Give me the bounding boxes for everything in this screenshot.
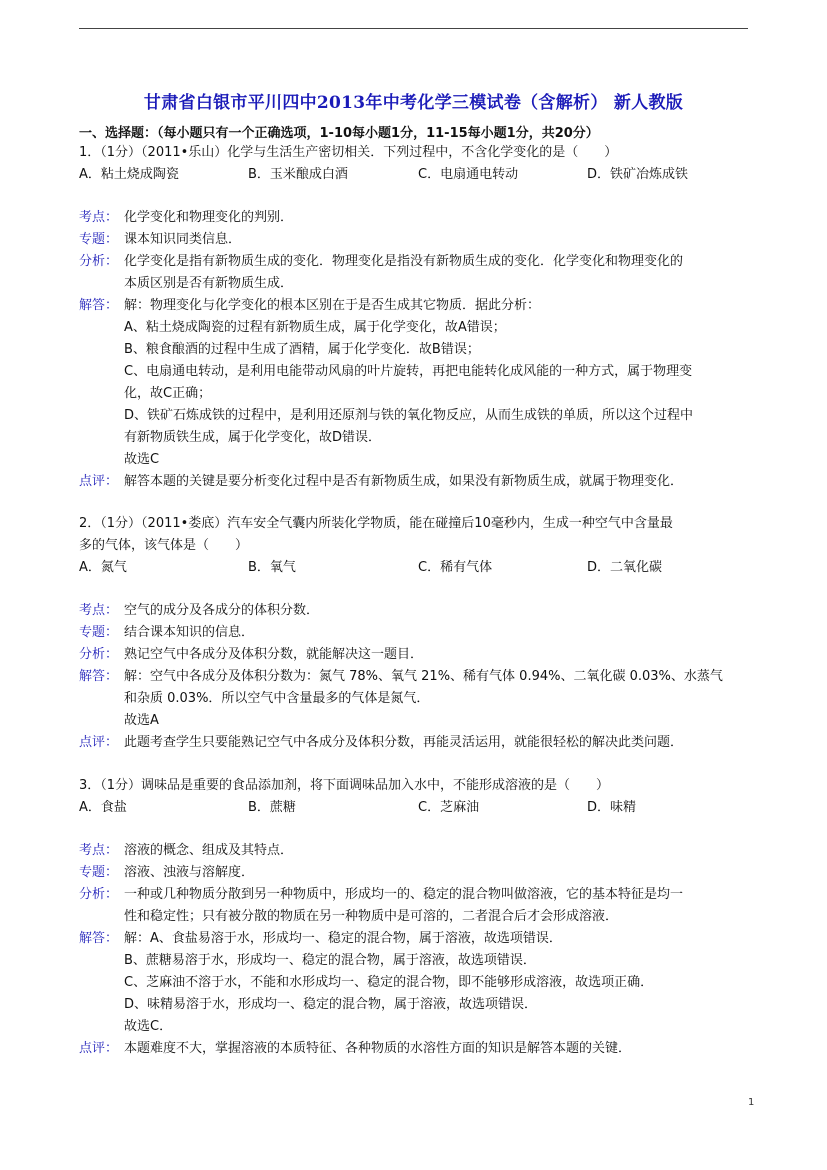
q1-jieda-line: 化，故C正确； — [124, 386, 212, 401]
section-heading: 一、选择题：（每小题只有一个正确选项，1-10每小题1分，11-15每小题1分，共20分） — [79, 126, 599, 141]
q3-zhuanti-label: 专题： — [79, 865, 119, 880]
q1-jieda-line: 有新物质铁生成，属于化学变化，故D错误． — [124, 430, 382, 445]
q3-kaodian-label: 考点： — [79, 843, 119, 858]
q1-fenxi-line: 本质区别是否有新物质生成． — [124, 276, 294, 291]
q1-jieda-line: C、电扇通电转动，是利用电能带动风扇的叶片旋转，再把电能转化成风能的一种方式，属于物理变 — [124, 364, 693, 379]
q3-jieda-line: C、芝麻油不溶于水，不能和水形成均一、稳定的混合物，即不能够形成溶液，故选项正确． — [124, 975, 654, 990]
q1-jieda-line: B、粮食酿酒的过程中生成了酒精，属于化学变化．故B错误； — [124, 342, 480, 357]
q1-jieda-line: A、粘土烧成陶瓷的过程有新物质生成，属于化学变化，故A错误； — [124, 320, 506, 335]
q2-jieda-line: 解：空气中各成分及体积分数为：氮气 78%、氧气 21%、稀有气体 0.94%、二氧化碳 0.03%、水蒸气 — [124, 669, 723, 684]
q1-kaodian: 化学变化和物理变化的判别． — [124, 210, 294, 225]
q2-kaodian-label: 考点： — [79, 603, 119, 618]
q3-fenxi-label: 分析： — [79, 887, 119, 902]
q3-jieda-line: D、味精易溶于水，形成均一、稳定的混合物，属于溶液，故选项错误． — [124, 997, 538, 1012]
q3-option-a: A．食盐 — [79, 800, 127, 815]
q1-jieda-line: 故选C — [124, 452, 160, 467]
q1-fenxi-line: 化学变化是指有新物质生成的变化．物理变化是指没有新物质生成的变化．化学变化和物理变化的 — [124, 254, 684, 269]
q3-stem: 3．（1分）调味品是重要的食品添加剂，将下面调味品加入水中，不能形成溶液的是（ ） — [79, 778, 610, 793]
q2-jieda-line: 故选A — [124, 713, 159, 728]
q2-option-b: B．氧气 — [248, 560, 296, 575]
q3-jieda-label: 解答： — [79, 931, 119, 946]
q2-jieda-line: 和杂质 0.03%．所以空气中含量最多的气体是氮气． — [124, 691, 430, 706]
q3-dianping: 本题难度不大，掌握溶液的本质特征、各种物质的水溶性方面的知识是解答本题的关键． — [124, 1041, 632, 1056]
q3-fenxi-line: 一种或几种物质分散到另一种物质中，形成均一的、稳定的混合物叫做溶液，它的基本特征是均一 — [124, 887, 684, 902]
q1-option-b: B．玉米酿成白酒 — [248, 167, 348, 182]
q1-jieda-label: 解答： — [79, 298, 119, 313]
q2-zhuanti-label: 专题： — [79, 625, 119, 640]
q2-jieda-label: 解答： — [79, 669, 119, 684]
q1-zhuanti: 课本知识同类信息． — [124, 232, 242, 247]
q2-kaodian: 空气的成分及各成分的体积分数． — [124, 603, 320, 618]
q3-dianping-label: 点评： — [79, 1041, 119, 1056]
q1-option-c: C．电扇通电转动 — [418, 167, 519, 182]
q1-option-a: A．粘土烧成陶瓷 — [79, 167, 179, 182]
q2-fenxi: 熟记空气中各成分及体积分数，就能解决这一题目． — [124, 647, 424, 662]
q1-jieda-line: 解：物理变化与化学变化的根本区别在于是否生成其它物质．据此分析： — [124, 298, 541, 313]
q3-zhuanti: 溶液、浊液与溶解度． — [124, 865, 255, 880]
header-rule — [79, 28, 748, 29]
q2-dianping-label: 点评： — [79, 735, 119, 750]
q2-stem-line: 2．（1分）（2011•娄底）汽车安全气囊内所装化学物质，能在碰撞后10毫秒内，生成一种空气中含量最 — [79, 516, 673, 531]
q1-zhuanti-label: 专题： — [79, 232, 119, 247]
q3-jieda-line: B、蔗糖易溶于水，形成均一、稳定的混合物，属于溶液，故选项错误． — [124, 953, 536, 968]
q2-option-d: D．二氧化碳 — [587, 560, 663, 575]
document-title: 甘肃省白银市平川四中2013年中考化学三模试卷（含解析） 新人教版 — [143, 93, 684, 113]
q2-stem-line: 多的气体，该气体是（ ） — [79, 538, 249, 553]
q1-kaodian-label: 考点： — [79, 210, 119, 225]
q1-jieda-line: D、铁矿石炼成铁的过程中，是利用还原剂与铁的氧化物反应，从而生成铁的单质，所以这个过程中 — [124, 408, 694, 423]
q1-dianping: 解答本题的关键是要分析变化过程中是否有新物质生成，如果没有新物质生成，就属于物理变化． — [124, 474, 684, 489]
q3-jieda-line: 解：A、食盐易溶于水，形成均一、稳定的混合物，属于溶液，故选项错误． — [124, 931, 562, 946]
q2-fenxi-label: 分析： — [79, 647, 119, 662]
q1-dianping-label: 点评： — [79, 474, 119, 489]
q1-stem: 1．（1分）（2011•乐山）化学与生活生产密切相关．下列过程中，不含化学变化的是（ ） — [79, 145, 618, 160]
q3-option-c: C．芝麻油 — [418, 800, 480, 815]
q2-option-a: A．氮气 — [79, 560, 127, 575]
q2-dianping: 此题考查学生只要能熟记空气中各成分及体积分数，再能灵活运用，就能很轻松的解决此类问题． — [124, 735, 684, 750]
q3-kaodian: 溶液的概念、组成及其特点． — [124, 843, 294, 858]
q3-option-d: D．味精 — [587, 800, 637, 815]
q1-option-d: D．铁矿冶炼成铁 — [587, 167, 689, 182]
q2-option-c: C．稀有气体 — [418, 560, 493, 575]
q1-fenxi-label: 分析： — [79, 254, 119, 269]
q3-jieda-line: 故选C． — [124, 1019, 173, 1034]
q3-fenxi-line: 性和稳定性；只有被分散的物质在另一种物质中是可溶的，二者混合后才会形成溶液． — [124, 909, 619, 924]
q2-zhuanti: 结合课本知识的信息． — [124, 625, 255, 640]
page-number: 1 — [748, 1097, 755, 1108]
q3-option-b: B．蔗糖 — [248, 800, 296, 815]
